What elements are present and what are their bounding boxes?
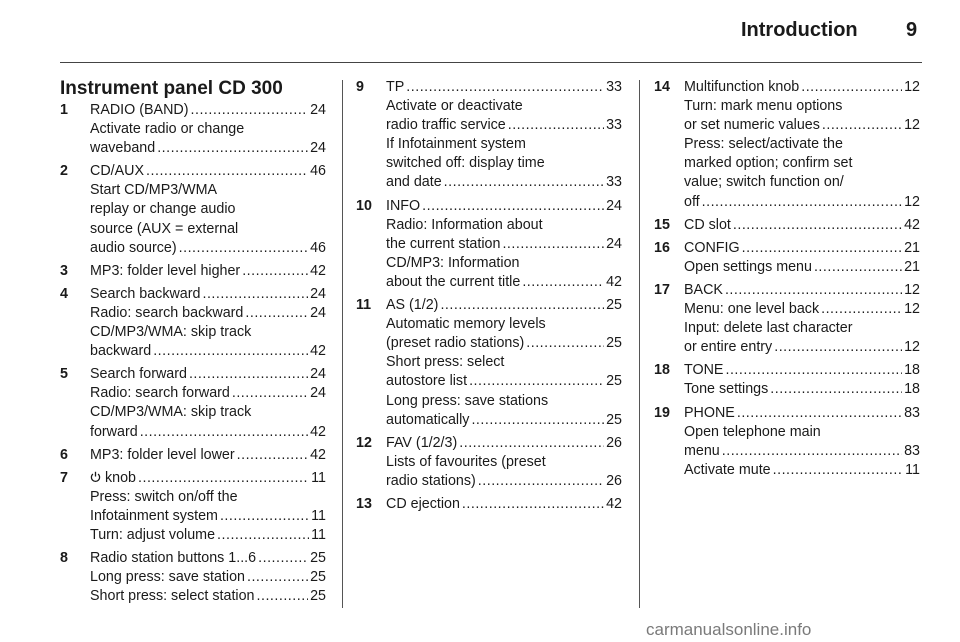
entry-text: Open settings menu bbox=[684, 258, 812, 275]
entry-text: Start CD/MP3/WMA bbox=[90, 182, 218, 199]
index-entry bbox=[60, 365, 326, 441]
dot-leader bbox=[220, 507, 309, 526]
entry-line bbox=[386, 154, 622, 173]
entry-line bbox=[90, 323, 326, 342]
entry-number: 16 bbox=[654, 239, 670, 256]
entry-line bbox=[90, 549, 326, 568]
entry-line bbox=[90, 139, 326, 158]
entry-number: 19 bbox=[654, 404, 670, 421]
entry-number: 3 bbox=[60, 262, 68, 279]
entry-line bbox=[386, 173, 622, 192]
section-title: Instrument panel CD 300 bbox=[60, 78, 283, 99]
entry-line bbox=[90, 568, 326, 587]
entry-text: CD/AUX bbox=[90, 163, 145, 180]
entry-line bbox=[386, 372, 622, 391]
entry-line bbox=[684, 361, 920, 380]
dot-leader bbox=[526, 334, 604, 353]
index-entry bbox=[356, 197, 622, 292]
dot-leader bbox=[232, 384, 308, 403]
page-reference: 25 bbox=[606, 335, 622, 352]
entry-text: Multifunction knob bbox=[684, 79, 800, 95]
entry-line bbox=[386, 97, 622, 116]
index-entry bbox=[654, 216, 920, 235]
entry-line bbox=[386, 334, 622, 353]
entry-text: Radio: search backward bbox=[90, 304, 244, 321]
entry-number: 6 bbox=[60, 446, 68, 463]
page-reference: 25 bbox=[310, 569, 326, 586]
entry-text: Press: switch on/off the bbox=[90, 488, 238, 505]
entry-text: forward bbox=[90, 423, 138, 440]
entry-line bbox=[386, 315, 622, 334]
entry-text: or entire entry bbox=[684, 339, 773, 356]
entry-text: CD ejection bbox=[386, 495, 460, 512]
entry-line bbox=[386, 235, 622, 254]
index-entry bbox=[654, 281, 920, 357]
dot-leader bbox=[440, 296, 604, 315]
page-reference: 46 bbox=[310, 239, 326, 256]
dot-leader bbox=[179, 239, 308, 258]
entry-line bbox=[90, 304, 326, 323]
page-reference: 12 bbox=[904, 339, 920, 356]
entry-text: If Infotainment system bbox=[386, 136, 526, 153]
index-entry bbox=[60, 446, 326, 465]
entry-text: CD/MP3/WMA: skip track bbox=[90, 324, 252, 341]
entry-line bbox=[684, 423, 920, 442]
entry-line bbox=[90, 403, 326, 422]
dot-leader bbox=[245, 304, 308, 323]
entry-line bbox=[386, 453, 622, 472]
dot-leader bbox=[138, 469, 309, 488]
entry-number: 13 bbox=[356, 495, 372, 512]
entry-text: Turn: adjust volume bbox=[90, 526, 216, 543]
entry-text: Radio station buttons 1...6 bbox=[90, 550, 257, 567]
entry-line bbox=[684, 338, 920, 357]
entry-line bbox=[386, 434, 622, 453]
page-reference: 26 bbox=[606, 434, 622, 451]
page-reference: 11 bbox=[311, 507, 326, 524]
page-reference: 42 bbox=[310, 262, 326, 279]
entry-line bbox=[386, 135, 622, 154]
entry-text: CD/MP3: Information bbox=[386, 254, 520, 271]
entry-number: 9 bbox=[356, 79, 364, 95]
column-divider-1 bbox=[342, 80, 343, 608]
entry-number: 18 bbox=[654, 362, 670, 379]
entry-number: 15 bbox=[654, 216, 670, 233]
entry-text: automatically bbox=[386, 411, 470, 428]
entry-text: Activate or deactivate bbox=[386, 98, 523, 115]
page-header-title: Introduction bbox=[741, 19, 858, 41]
dot-leader bbox=[146, 162, 308, 181]
dot-leader bbox=[773, 461, 904, 480]
entry-line bbox=[684, 78, 920, 97]
entry-line bbox=[90, 423, 326, 442]
entry-line bbox=[90, 446, 326, 465]
dot-leader bbox=[801, 78, 902, 97]
dot-leader bbox=[140, 423, 308, 442]
entry-text: PHONE bbox=[684, 404, 735, 421]
entry-line bbox=[386, 197, 622, 216]
entry-line bbox=[386, 353, 622, 372]
page-reference: 24 bbox=[310, 385, 326, 402]
column-3 bbox=[654, 78, 920, 484]
index-entry bbox=[60, 469, 326, 545]
entry-text: Short press: select station bbox=[90, 588, 255, 605]
entry-line bbox=[684, 135, 920, 154]
entry-line bbox=[684, 97, 920, 116]
page-reference: 24 bbox=[606, 197, 622, 214]
entry-text: or set numeric values bbox=[684, 117, 820, 134]
dot-leader bbox=[191, 101, 309, 120]
entry-line bbox=[90, 365, 326, 384]
entry-line bbox=[386, 254, 622, 273]
entry-number: 14 bbox=[654, 79, 670, 95]
entry-line bbox=[386, 216, 622, 235]
entry-line bbox=[90, 262, 326, 281]
dot-leader bbox=[469, 372, 604, 391]
entry-text: MP3: folder level lower bbox=[90, 446, 235, 463]
column-2 bbox=[356, 78, 622, 518]
page-reference: 42 bbox=[310, 423, 326, 440]
entry-line bbox=[684, 281, 920, 300]
page-reference: 11 bbox=[311, 526, 326, 543]
entry-line bbox=[90, 507, 326, 526]
dot-leader bbox=[478, 472, 604, 491]
page-reference: 42 bbox=[904, 216, 920, 233]
page-reference: 18 bbox=[904, 381, 920, 398]
entry-line bbox=[90, 200, 326, 219]
page-reference: 83 bbox=[904, 442, 920, 459]
entry-text: menu bbox=[684, 442, 720, 459]
entry-line bbox=[90, 120, 326, 139]
dot-leader bbox=[247, 568, 308, 587]
entry-line bbox=[386, 495, 622, 514]
entry-line bbox=[684, 461, 920, 480]
page-reference: 33 bbox=[606, 79, 622, 95]
entry-text: value; switch function on/ bbox=[684, 174, 844, 191]
entry-line bbox=[90, 587, 326, 606]
page-reference: 25 bbox=[310, 550, 326, 567]
dot-leader bbox=[522, 273, 604, 292]
page-number: 9 bbox=[906, 19, 918, 41]
entry-number: 8 bbox=[60, 550, 68, 567]
dot-leader bbox=[822, 116, 902, 135]
dot-leader bbox=[462, 495, 604, 514]
entry-text: waveband bbox=[90, 140, 156, 157]
index-entry bbox=[356, 78, 622, 193]
entry-number: 12 bbox=[356, 434, 372, 451]
entry-line bbox=[90, 162, 326, 181]
entry-number: 5 bbox=[60, 366, 68, 383]
entry-line bbox=[386, 472, 622, 491]
entry-text: backward bbox=[90, 343, 152, 360]
entry-text: Menu: one level back bbox=[684, 301, 820, 318]
entry-number: 1 bbox=[60, 102, 68, 118]
page-reference: 21 bbox=[904, 258, 920, 275]
entry-text: Radio: search forward bbox=[90, 385, 230, 402]
index-entry bbox=[356, 434, 622, 491]
dot-leader bbox=[770, 380, 902, 399]
entry-text: Open telephone main bbox=[684, 423, 821, 440]
dot-leader bbox=[189, 365, 308, 384]
page-reference: 25 bbox=[606, 373, 622, 390]
entry-text: Radio: Information about bbox=[386, 216, 543, 233]
entry-line bbox=[684, 258, 920, 277]
entry-text: radio stations) bbox=[386, 472, 476, 489]
header-divider bbox=[60, 62, 922, 63]
entry-line bbox=[684, 116, 920, 135]
watermark: carmanualsonline.info bbox=[646, 620, 812, 639]
entry-line bbox=[90, 239, 326, 258]
entry-text: TP bbox=[386, 79, 405, 95]
entry-line bbox=[90, 526, 326, 545]
index-entry bbox=[654, 361, 920, 399]
entry-text: Long press: save station bbox=[90, 569, 245, 586]
entry-text: about the current title bbox=[386, 273, 521, 290]
page-reference: 24 bbox=[310, 102, 326, 118]
entry-text: CD/MP3/WMA: skip track bbox=[90, 404, 252, 421]
entry-number: 11 bbox=[356, 297, 372, 314]
entry-text: marked option; confirm set bbox=[684, 155, 853, 172]
page-reference: 46 bbox=[310, 163, 326, 180]
dot-leader bbox=[821, 300, 902, 319]
entry-line bbox=[386, 78, 622, 97]
index-entry bbox=[60, 101, 326, 158]
entry-text: Infotainment system bbox=[90, 507, 218, 524]
page-reference: 24 bbox=[310, 304, 326, 321]
page-reference: 12 bbox=[904, 301, 920, 318]
entry-text: audio source) bbox=[90, 239, 177, 256]
page-reference: 12 bbox=[904, 117, 920, 134]
dot-leader bbox=[742, 239, 902, 258]
dot-leader bbox=[202, 285, 308, 304]
index-entry bbox=[654, 78, 920, 212]
entry-line bbox=[684, 404, 920, 423]
entry-number: 7 bbox=[60, 469, 68, 486]
dot-leader bbox=[725, 281, 902, 300]
page-reference: 11 bbox=[311, 469, 326, 486]
index-entry bbox=[654, 239, 920, 277]
entry-text: TONE bbox=[684, 362, 724, 379]
dot-leader bbox=[722, 442, 902, 461]
dot-leader bbox=[737, 404, 902, 423]
dot-leader bbox=[257, 587, 309, 606]
entry-text: FAV (1/2/3) bbox=[386, 434, 458, 451]
page-reference: 25 bbox=[606, 411, 622, 428]
page-reference: 12 bbox=[904, 193, 920, 210]
dot-leader bbox=[502, 235, 604, 254]
power-icon bbox=[90, 471, 101, 483]
entry-text: and date bbox=[386, 174, 442, 191]
entry-line bbox=[90, 488, 326, 507]
index-entry bbox=[60, 162, 326, 257]
entry-line bbox=[90, 469, 326, 488]
entry-text: Short press: select bbox=[386, 354, 505, 371]
page-reference: 42 bbox=[310, 343, 326, 360]
page-reference: 12 bbox=[904, 281, 920, 298]
index-entry bbox=[356, 495, 622, 514]
entry-line bbox=[684, 442, 920, 461]
dot-leader bbox=[157, 139, 308, 158]
page-reference: 42 bbox=[606, 273, 622, 290]
index-entry bbox=[356, 296, 622, 430]
dot-leader bbox=[471, 411, 604, 430]
entry-line bbox=[684, 319, 920, 338]
entry-text: Tone settings bbox=[684, 381, 769, 398]
entry-line bbox=[386, 116, 622, 135]
page-reference: 26 bbox=[606, 472, 622, 489]
entry-line bbox=[90, 220, 326, 239]
index-entry bbox=[60, 549, 326, 606]
entry-text: Automatic memory levels bbox=[386, 316, 546, 333]
entry-text: CD slot bbox=[684, 216, 731, 233]
dot-leader bbox=[444, 173, 604, 192]
dot-leader bbox=[153, 342, 308, 361]
entry-text: RADIO (BAND) bbox=[90, 102, 189, 118]
page-reference: 25 bbox=[606, 297, 622, 314]
entry-text: Turn: mark menu options bbox=[684, 98, 843, 115]
page-reference: 24 bbox=[310, 140, 326, 157]
dot-leader bbox=[733, 216, 902, 235]
page-reference: 33 bbox=[606, 174, 622, 191]
page-reference: 83 bbox=[904, 404, 920, 421]
entry-line bbox=[684, 154, 920, 173]
column-divider-2 bbox=[639, 80, 640, 608]
dot-leader bbox=[774, 338, 902, 357]
entry-number: 10 bbox=[356, 197, 372, 214]
entry-text: knob bbox=[105, 469, 137, 486]
page-reference: 42 bbox=[606, 495, 622, 512]
entry-text: Search forward bbox=[90, 366, 187, 383]
entry-text: autostore list bbox=[386, 373, 468, 390]
entry-text: AS (1/2) bbox=[386, 297, 439, 314]
page-reference: 21 bbox=[904, 239, 920, 256]
entry-line bbox=[90, 342, 326, 361]
entry-text: source (AUX = external bbox=[90, 220, 239, 237]
entry-text: Press: select/activate the bbox=[684, 136, 843, 153]
page-reference: 33 bbox=[606, 117, 622, 134]
index-entry bbox=[60, 262, 326, 281]
entry-line bbox=[684, 216, 920, 235]
index-entry bbox=[654, 404, 920, 480]
page-reference: 24 bbox=[310, 366, 326, 383]
page-header bbox=[0, 0, 960, 62]
entry-line bbox=[684, 173, 920, 192]
entry-line bbox=[684, 300, 920, 319]
page-reference: 24 bbox=[606, 235, 622, 252]
column-1 bbox=[60, 101, 326, 610]
page-reference: 25 bbox=[310, 588, 326, 605]
dot-leader bbox=[459, 434, 604, 453]
entry-line bbox=[684, 380, 920, 399]
entry-text: (preset radio stations) bbox=[386, 335, 525, 352]
entry-text: Input: delete last character bbox=[684, 320, 853, 337]
dot-leader bbox=[508, 116, 604, 135]
dot-leader bbox=[702, 193, 902, 212]
page-reference: 42 bbox=[310, 446, 326, 463]
dot-leader bbox=[242, 262, 308, 281]
index-entry bbox=[60, 285, 326, 361]
entry-text: BACK bbox=[684, 281, 723, 298]
entry-text: replay or change audio bbox=[90, 201, 236, 218]
entry-line bbox=[386, 392, 622, 411]
entry-text: off bbox=[684, 193, 700, 210]
page-reference: 24 bbox=[310, 285, 326, 302]
entry-line bbox=[90, 384, 326, 403]
entry-line bbox=[90, 101, 326, 120]
entry-number: 4 bbox=[60, 285, 68, 302]
entry-line bbox=[386, 296, 622, 315]
dot-leader bbox=[814, 258, 902, 277]
entry-number: 2 bbox=[60, 163, 68, 180]
page-reference: 11 bbox=[905, 461, 920, 478]
page-reference: 18 bbox=[904, 362, 920, 379]
entry-number: 17 bbox=[654, 281, 670, 298]
dot-leader bbox=[422, 197, 604, 216]
entry-text: Search backward bbox=[90, 285, 201, 302]
entry-text: Activate mute bbox=[684, 461, 771, 478]
entry-line bbox=[386, 273, 622, 292]
page-reference: 12 bbox=[904, 79, 920, 95]
entry-text: Activate radio or change bbox=[90, 121, 245, 138]
entry-text: CONFIG bbox=[684, 239, 740, 256]
entry-line bbox=[90, 181, 326, 200]
entry-line bbox=[90, 285, 326, 304]
dot-leader bbox=[725, 361, 902, 380]
dot-leader bbox=[237, 446, 308, 465]
dot-leader bbox=[217, 526, 309, 545]
entry-line bbox=[684, 239, 920, 258]
entry-text: Lists of favourites (preset bbox=[386, 453, 546, 470]
entry-line bbox=[386, 411, 622, 430]
entry-text: Long press: save stations bbox=[386, 392, 549, 409]
dot-leader bbox=[406, 78, 604, 97]
entry-text: switched off: display time bbox=[386, 155, 545, 172]
entry-text: radio traffic service bbox=[386, 117, 506, 134]
entry-text: INFO bbox=[386, 197, 421, 214]
entry-text: MP3: folder level higher bbox=[90, 262, 241, 279]
dot-leader bbox=[258, 549, 308, 568]
entry-text: the current station bbox=[386, 235, 501, 252]
entry-line bbox=[684, 193, 920, 212]
